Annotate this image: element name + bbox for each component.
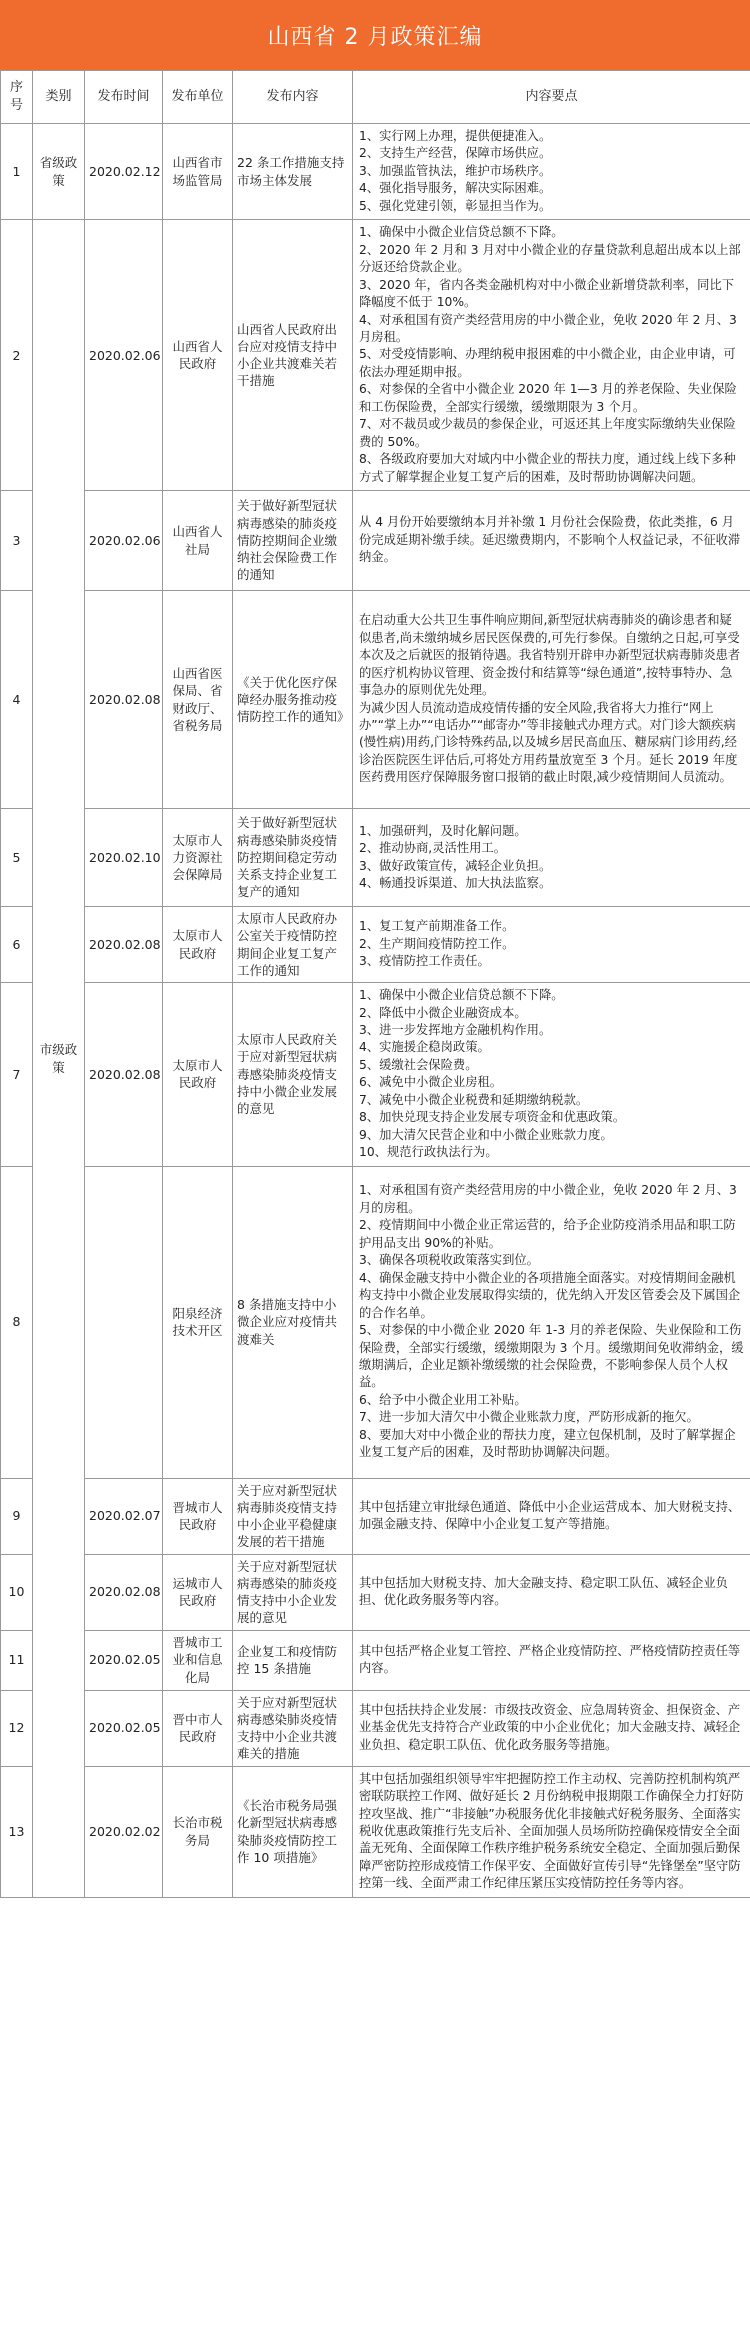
point-line: 4、实施援企稳岗政策。 — [359, 1040, 490, 1055]
point-line: 7、减免中小微企业税费和延期缴纳税款。 — [359, 1092, 589, 1107]
row-title: 8 条措施支持中小微企业应对疫情共渡难关 — [233, 1166, 353, 1478]
row-unit: 山西省人社局 — [163, 491, 233, 591]
row-points — [353, 591, 750, 809]
table-row — [1, 809, 750, 907]
row-points — [353, 124, 750, 220]
category-provincial: 省级政策 — [33, 124, 85, 220]
point-line: 4、强化指导服务，解决实际困难。 — [359, 181, 552, 196]
row-title: 太原市人民政府办公室关于疫情防控期间企业复工复产工作的通知 — [233, 907, 353, 983]
row-title: 关于做好新型冠状病毒感染肺炎疫情防控期间稳定劳动关系支持企业复工复产的通知 — [233, 809, 353, 907]
header-category: 类别 — [33, 71, 85, 124]
row-title: 太原市人民政府关于应对新型冠状病毒感染肺炎疫情支持中小微企业发展的意见 — [233, 983, 353, 1167]
point-line: 9、加大清欠民营企业和中小微企业账款力度。 — [359, 1127, 613, 1142]
point-line: 2、2020 年 2 月和 3 月对中小微企业的存量贷款利息超出成本以上部分返还给贷款企业。 — [359, 242, 741, 275]
table-row — [1, 983, 750, 1167]
point-line: 其中包括加大财税支持、加大金融支持、稳定职工队伍、减轻企业负担、优化政务服务等内容。 — [359, 1575, 728, 1608]
row-unit: 晋中市人民政府 — [163, 1690, 233, 1766]
point-line: 6、给予中小微企业用工补贴。 — [359, 1392, 527, 1407]
row-title: 关于应对新型冠状病毒感染的肺炎疫情支持中小企业发展的意见 — [233, 1554, 353, 1630]
point-line: 其中包括严格企业复工管控、严格企业疫情防控、严格疫情防控责任等内容。 — [359, 1643, 741, 1676]
row-unit: 运城市人民政府 — [163, 1554, 233, 1630]
row-date: 2020.02.08 — [85, 983, 163, 1167]
row-date: 2020.02.02 — [85, 1766, 163, 1897]
row-no: 13 — [1, 1766, 33, 1897]
row-points — [353, 809, 750, 907]
point-line: 为减少因人员流动造成疫情传播的安全风险,我省将大力推行“网上办”“掌上办”“电话办”“邮寄办”等非接触式办理方式。对门诊大额疾病(慢性病)用药,门诊特殊药品,以及城乡居民高血压、糖尿病门诊用药,经诊治医院医生评估后,可将处方用药量放宽至 3 个月。延长 2019 年度医药费用医疗保障服务窗口报销的截止时限,减少疫情期间人员流动。 — [359, 700, 738, 785]
table-row — [1, 1630, 750, 1690]
row-unit: 山西省人民政府 — [163, 220, 233, 491]
row-no: 8 — [1, 1166, 33, 1478]
point-line: 1、对承租国有资产类经营用房的中小微企业，免收 2020 年 2 月、3 月的房租。 — [359, 1183, 737, 1215]
point-line: 8、要加大对中小微企业的帮扶力度，建立包保机制，及时了解掌握企业复工复产后的困难，及时帮助协调解决问题。 — [359, 1427, 736, 1460]
point-line: 10、规范行政执法行为。 — [359, 1145, 498, 1160]
point-line: 其中包括扶持企业发展：市级技改资金、应急周转资金、担保资金、产业基金优先支持符合产业政策的中小企业优化；加大金融支持、减轻企业负担、稳定职工队伍、优化政务服务等措施。 — [359, 1702, 741, 1752]
row-points — [353, 907, 750, 983]
row-points — [353, 220, 750, 491]
row-points — [353, 1766, 750, 1897]
row-title: 《关于优化医疗保障经办服务推动疫情防控工作的通知》 — [233, 591, 353, 809]
row-no: 4 — [1, 591, 33, 809]
row-title: 山西省人民政府出台应对疫情支持中小企业共渡难关若干措施 — [233, 220, 353, 491]
point-line: 6、对参保的全省中小微企业 2020 年 1—3 月的养老保险、失业保险和工伤保险费，全部实行缓缴，缓缴期限为 3 个月。 — [359, 382, 737, 414]
point-line: 4、畅通投诉渠道、加大执法监察。 — [359, 876, 552, 891]
point-line: 4、确保金融支持中小微企业的各项措施全面落实。对疫情期间金融机构支持中小微企业发展取得实绩的，优先纳入开发区管委会及下属国企的合作名单。 — [359, 1270, 741, 1320]
row-title: 企业复工和疫情防控 15 条措施 — [233, 1630, 353, 1690]
row-unit: 山西省市场监管局 — [163, 124, 233, 220]
point-line: 5、强化党建引领，彰显担当作为。 — [359, 198, 552, 213]
point-line: 2、降低中小微企业融资成本。 — [359, 1005, 527, 1020]
table-row — [1, 124, 750, 220]
row-no: 7 — [1, 983, 33, 1167]
row-points — [353, 983, 750, 1167]
row-unit: 晋城市工业和信息化局 — [163, 1630, 233, 1690]
row-date: 2020.02.05 — [85, 1690, 163, 1766]
point-line: 在启动重大公共卫生事件响应期间,新型冠状病毒肺炎的确诊患者和疑似患者,尚未缴纳城乡居民医保费的,可先行参保。自缴纳之日起,可享受本次及之后就医的报销待遇。我省特别开辟申办新型冠状病毒肺炎患者的医疗机构协议管理、资金拨付和结算等“绿色通道”,按特事特办、急事急办的原则优先处理。 — [359, 613, 741, 698]
point-line: 2、推动协商,灵活性用工。 — [359, 841, 506, 856]
row-points — [353, 1630, 750, 1690]
row-date: 2020.02.07 — [85, 1478, 163, 1554]
row-no: 1 — [1, 124, 33, 220]
row-title: 《长治市税务局强化新型冠状病毒感染肺炎疫情防控工作 10 项措施》 — [233, 1766, 353, 1897]
point-line: 8、各级政府要加大对域内中小微企业的帮扶力度，通过线上线下多种方式了解掌握企业复工复产后的困难，及时帮助协调解决问题。 — [359, 452, 736, 484]
row-date: 2020.02.06 — [85, 491, 163, 591]
row-date: 2020.02.12 — [85, 124, 163, 220]
row-unit: 阳泉经济技术开区 — [163, 1166, 233, 1478]
row-unit: 长治市税务局 — [163, 1766, 233, 1897]
point-line: 3、疫情防控工作责任。 — [359, 954, 490, 969]
row-date — [85, 1166, 163, 1478]
row-points — [353, 1478, 750, 1554]
point-line: 3、确保各项税收政策落实到位。 — [359, 1253, 539, 1268]
table-row — [1, 1166, 750, 1478]
row-no: 12 — [1, 1690, 33, 1766]
row-date: 2020.02.08 — [85, 591, 163, 809]
page-title: 山西省 2 月政策汇编 — [0, 0, 750, 70]
point-line: 其中包括加强组织领导牢牢把握防控工作主动权、完善防控机制构筑严密联防联控工作网、做好延长 2 月份纳税申报期限工作确保全力打好防控攻坚战、推广“非接触”办税服务优化非接触式好税务服务、全面落实税收优惠政策推行先支后补、全面加强人员场所防控确保疫情安全全面盖无死角、全面保障工作秩序维护税务系统安全稳定、全面加强后勤保障严密防控形成疫情工作保平安、全面做好宣传引导“先锋堡垒”坚守防控第一线、全面严肃工作纪律压紧压实疫情防控任务等内容。 — [359, 1771, 744, 1891]
header-date: 发布时间 — [85, 71, 163, 124]
category-city: 市级政策 — [33, 220, 85, 1898]
point-line: 3、做好政策宣传，减轻企业负担。 — [359, 858, 552, 873]
point-line: 2、疫情期间中小微企业正常运营的，给予企业防疫消杀用品和职工防护用品支出 90%的补贴。 — [359, 1218, 736, 1250]
point-line: 1、实行网上办理，提供便捷准入。 — [359, 129, 552, 143]
table-row — [1, 220, 750, 491]
point-line: 5、对参保的中小微企业 2020 年 1-3 月的养老保险、失业保险和工伤保险费，全部实行缓缴，缓缴期限为 3 个月。缓缴期间免收滞纳金，缓缴期满后，企业足额补缴缓缴的社会保险费，不影响参保人员个人权益。 — [359, 1323, 744, 1390]
table-row — [1, 591, 750, 809]
point-line: 1、加强研判，及时化解问题。 — [359, 823, 527, 838]
header-unit: 发布单位 — [163, 71, 233, 124]
row-title: 关于应对新型冠状病毒肺炎疫情支持中小企业平稳健康发展的若干措施 — [233, 1478, 353, 1554]
table-row — [1, 491, 750, 591]
row-unit: 太原市人民政府 — [163, 907, 233, 983]
row-no: 5 — [1, 809, 33, 907]
row-no: 3 — [1, 491, 33, 591]
point-line: 3、2020 年，省内各类金融机构对中小微企业新增贷款利率，同比下降幅度不低于 10%。 — [359, 277, 735, 310]
table-row — [1, 907, 750, 983]
table-row — [1, 1766, 750, 1897]
row-unit: 晋城市人民政府 — [163, 1478, 233, 1554]
table-row — [1, 1690, 750, 1766]
point-line: 4、对承租国有资产类经营用房的中小微企业，免收 2020 年 2 月、3 月房租。 — [359, 312, 737, 344]
point-line: 3、加强监管执法，维护市场秩序。 — [359, 163, 552, 178]
point-line: 1、确保中小微企业信贷总额不下降。 — [359, 225, 564, 240]
row-unit: 太原市人力资源社会保障局 — [163, 809, 233, 907]
point-line: 1、确保中小微企业信贷总额不下降。 — [359, 988, 564, 1003]
point-line: 5、缓缴社会保险费。 — [359, 1057, 478, 1072]
row-no: 11 — [1, 1630, 33, 1690]
row-points — [353, 1690, 750, 1766]
row-date: 2020.02.06 — [85, 220, 163, 491]
row-no: 2 — [1, 220, 33, 491]
point-line: 5、对受疫情影响、办理纳税申报困难的中小微企业，由企业申请，可依法办理延期申报。 — [359, 347, 736, 379]
row-title: 关于应对新型冠状病毒感染肺炎疫情支持中小企业共渡难关的措施 — [233, 1690, 353, 1766]
row-date: 2020.02.08 — [85, 907, 163, 983]
point-line: 2、生产期间疫情防控工作。 — [359, 936, 515, 951]
row-points — [353, 491, 750, 591]
point-line: 3、进一步发挥地方金融机构作用。 — [359, 1022, 552, 1037]
row-title: 关于做好新型冠状病毒感染的肺炎疫情防控期间企业缴纳社会保险费工作的通知 — [233, 491, 353, 591]
row-title: 22 条工作措施支持市场主体发展 — [233, 124, 353, 220]
row-no: 6 — [1, 907, 33, 983]
table-row — [1, 1554, 750, 1630]
row-unit: 山西省医保局、省财政厅、省税务局 — [163, 591, 233, 809]
point-line: 7、进一步加大清欠中小微企业账款力度，严防形成新的拖欠。 — [359, 1410, 699, 1425]
point-line: 1、复工复产前期准备工作。 — [359, 919, 515, 934]
point-line: 从 4 月份开始要缴纳本月并补缴 1 月份社会保险费，依此类推，6 月份完成延期补缴手续。延迟缴费期内，不影响个人权益记录，不征收滞纳金。 — [359, 515, 741, 565]
point-line: 6、减免中小微企业房租。 — [359, 1075, 503, 1090]
header-title: 发布内容 — [233, 71, 353, 124]
row-no: 9 — [1, 1478, 33, 1554]
row-points — [353, 1554, 750, 1630]
row-unit: 太原市人民政府 — [163, 983, 233, 1167]
row-date: 2020.02.08 — [85, 1554, 163, 1630]
point-line: 2、支持生产经营，保障市场供应。 — [359, 146, 552, 161]
point-line: 7、对不裁员或少裁员的参保企业，可返还其上年度实际缴纳失业保险费的 50%。 — [359, 417, 736, 449]
table-header-row — [1, 71, 750, 124]
table-row — [1, 1478, 750, 1554]
point-line: 其中包括建立审批绿色通道、降低中小企业运营成本、加大财税支持、加强金融支持、保障中小企业复工复产等措施。 — [359, 1499, 741, 1532]
row-date: 2020.02.10 — [85, 809, 163, 907]
row-points — [353, 1166, 750, 1478]
row-date: 2020.02.05 — [85, 1630, 163, 1690]
row-no: 10 — [1, 1554, 33, 1630]
header-points: 内容要点 — [353, 71, 750, 124]
header-no: 序号 — [1, 71, 33, 124]
point-line: 8、加快兑现支持企业发展专项资金和优惠政策。 — [359, 1110, 626, 1125]
policy-table — [0, 70, 750, 1898]
